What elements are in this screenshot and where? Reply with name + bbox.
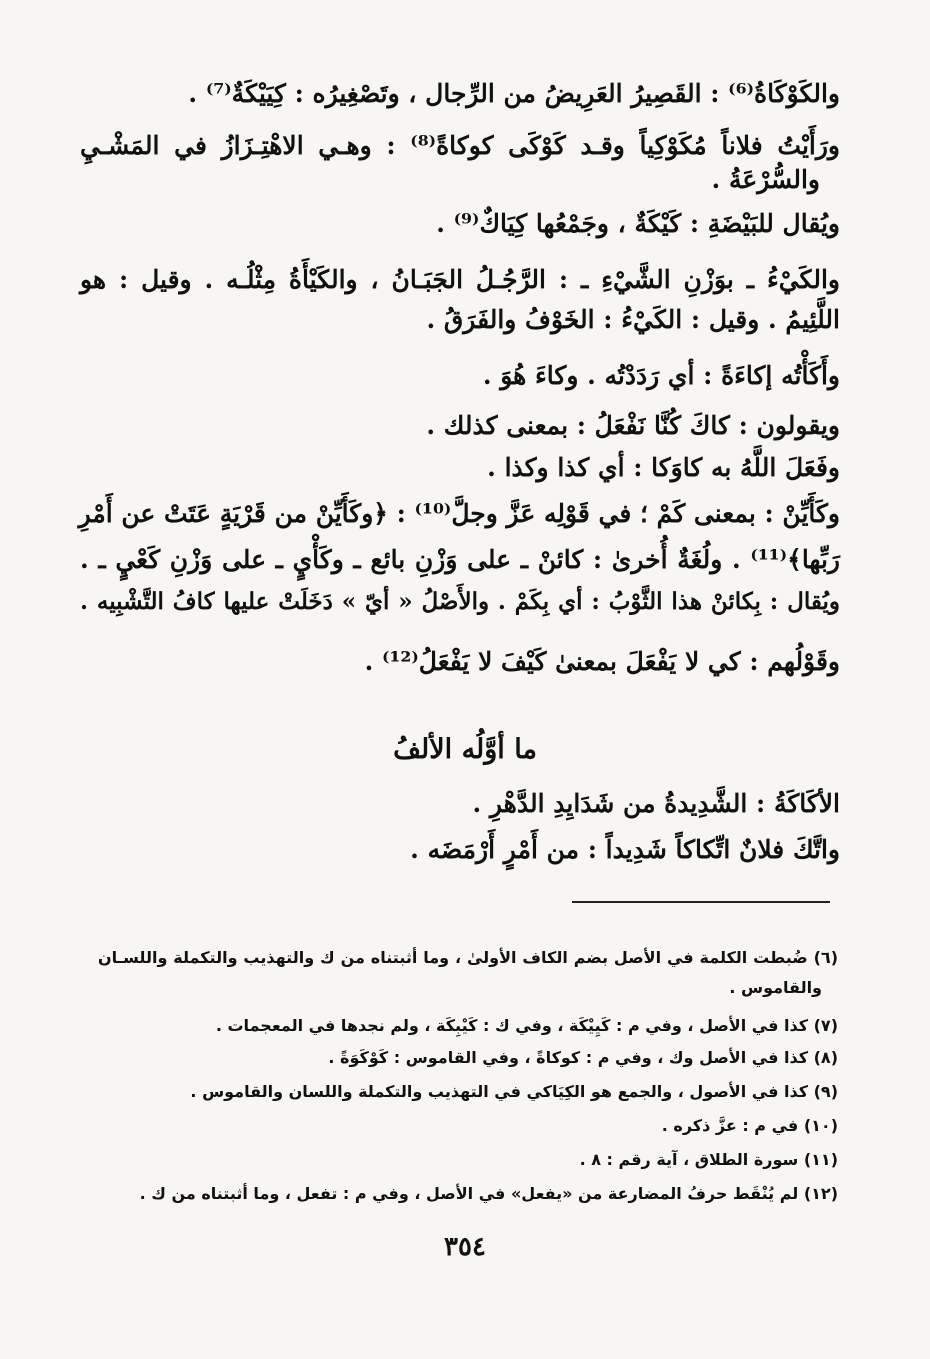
entry-line: ويقولون : كاكَ كُنَّا نَفْعَلُ : بمعنى كذلك . xyxy=(426,411,840,440)
footnote: (٩) كذا في الأصول ، والجمع هو الكِيَاكي في التهذيب والتكملة واللسان والقاموس . xyxy=(190,1082,838,1101)
footnote: (١١) سورة الطلاق ، آية رقم : ٨ . xyxy=(579,1150,838,1169)
section-heading: ما أوَّلُه الألفُ xyxy=(393,734,537,765)
footnote: (٦) ضُبطت الكلمة في الأصل بضم الكاف الأولىٰ ، وما أثبتناه من ك والتهذيب والتكملة واللسـان xyxy=(98,948,838,967)
footnote: (٧) كذا في الأصل ، وفي م : كَيِيْكَة ، وفي ك : كَيْبِكَة ، ولم نجدها في المعجمات . xyxy=(215,1016,838,1035)
footnote: (١٠) في م : عزَّ ذكره . xyxy=(661,1116,838,1135)
entry-line: اللَّئِيمُ . وقيل : الكَيْءُ : الخَوْفُ والفَرَقُ . xyxy=(426,305,840,334)
entry-line: وقَوْلُهم : كي لا يَفْعَلَ بمعنىٰ كَيْفَ لا يَفْعَلُ⁽¹²⁾ . xyxy=(364,647,840,676)
entry-line: وكَأَيِّنْ : بمعنى كَمْ ؛ في قَوْلِه عَزَّ وجلَّ⁽¹⁰⁾ : ﴿وكَأَيِّنْ من قَرْيَةٍ عَتَتْ عن أَمْرِ xyxy=(78,499,840,528)
entry-line: ويُقال للبَيْضَةِ : كَيْكَةٌ ، وجَمْعُها كِيَاكٌ⁽⁹⁾ . xyxy=(436,209,840,238)
entry-line: الأكَاكَةُ : الشَّدِيدةُ من شَدَايِدِ الدَّهْرِ . xyxy=(472,789,840,818)
footnote-separator xyxy=(572,901,830,903)
entry-line: وأَكَأْتُه إكاءَةً : أي رَدَدْتُه . وكاءَ هُوَ . xyxy=(482,361,840,390)
entry-line: والسُّرْعَةُ . xyxy=(711,165,820,194)
entry-line: ويُقال : بِكائنْ هذا الثَّوْبُ : أي بِكَمْ . والأَصْلُ « أيّ » دَخَلَتْ عليها كافُ التَّشْبِيه . xyxy=(80,588,840,615)
entry-line: وفَعَلَ اللَّهُ به كاوَكا : أي كذا وكذا . xyxy=(487,453,840,482)
entry-line: رَبِّها﴾⁽¹¹⁾ . ولُغَةٌ أُخرىٰ : كائنْ ـ على وَزْنِ بائع ـ وكَأْيٍ ـ على وَزْنِ كَعْيٍ ـ . xyxy=(80,545,840,574)
page-number: ٣٥٤ xyxy=(444,1232,486,1262)
footnote: (١٢) لم يُنْقَط حرفُ المضارعة من «يفعل» في الأصل ، وفي م : تفعل ، وما أثبتناه من ك . xyxy=(139,1184,838,1203)
entry-line: واتَّكَ فلانٌ اتِّكاكاً شَدِيداً : من أَمْرٍ أَرْمَضَه . xyxy=(410,835,840,864)
footnote: والقاموس . xyxy=(729,978,822,997)
entry-line: ورَأَيْتُ فلاناً مُكَوْكِياً وقـد كَوْكَى كوكاةً⁽⁸⁾ : وهـي الاهْتِـزَازُ في المَشْـيِ xyxy=(80,131,841,160)
footnote: (٨) كذا في الأصل وك ، وفي م : كوكاةً ، وفي القاموس : كَوْكَوَةً . xyxy=(328,1048,838,1067)
entry-line: والكَوْكَاةُ⁽⁶⁾ : القَصِيرُ العَرِيضُ من الرِّجال ، وتَصْغِيرُه : كِيَيْكَةٌ⁽⁷⁾ . xyxy=(188,79,840,108)
entry-line: والكَيْءُ ـ بوَزْنِ الشَّيْءِ ـ : الرَّجُـلُ الجَبَـانُ ، والكَيْأَةُ مِثْلُـه . وقيل : هو xyxy=(80,265,840,294)
